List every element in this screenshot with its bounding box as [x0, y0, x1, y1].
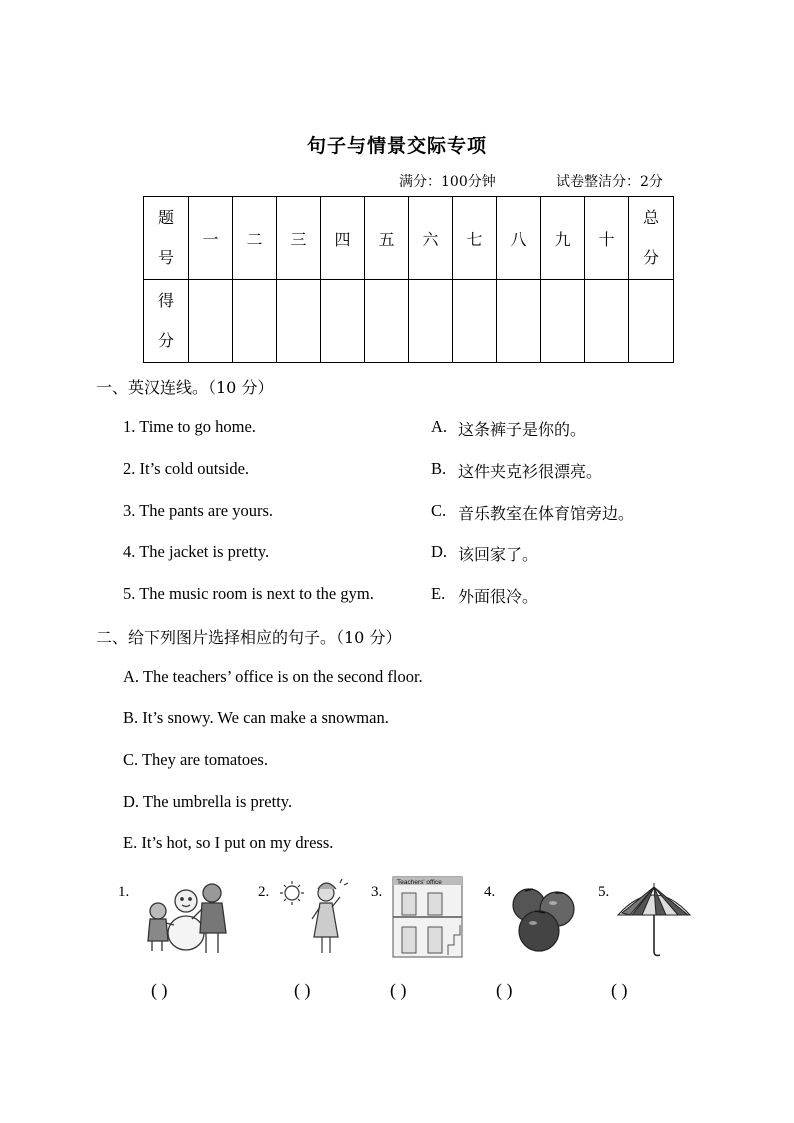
- answer-blank[interactable]: ( ): [611, 980, 628, 1000]
- match-left-item: 5. The music room is next to the gym.: [123, 584, 374, 603]
- match-right-item: 外面很冷。: [458, 587, 539, 606]
- full-score-text: 满分：100分钟: [399, 174, 496, 190]
- match-left-item: 1. Time to go home.: [123, 417, 256, 436]
- option-item: D. The umbrella is pretty.: [123, 792, 293, 811]
- picture-number: 4.: [484, 884, 496, 900]
- match-right-letter: C.: [431, 501, 447, 520]
- option-item: E. It’s hot, so I put on my dress.: [123, 833, 334, 852]
- match-right-letter: A.: [431, 417, 448, 436]
- column-header: 五: [365, 197, 409, 280]
- match-right-item: 该回家了。: [458, 545, 539, 564]
- answer-blank[interactable]: ( ): [390, 980, 407, 1000]
- neat-score-text: 试卷整洁分：2分: [556, 174, 663, 190]
- match-left-item: 4. The jacket is pretty.: [123, 542, 270, 561]
- column-header: 一: [189, 197, 233, 280]
- section2-heading: 二、给下列图片选择相应的句子。（10 分）: [96, 628, 402, 647]
- column-header: 八: [497, 197, 541, 280]
- score-cell[interactable]: [233, 280, 277, 363]
- picture-number: 3.: [371, 884, 383, 900]
- score-table-header-row: [144, 197, 674, 280]
- total-header: 总 分: [629, 197, 674, 280]
- score-label: 得 分: [144, 280, 189, 363]
- score-table-score-row: [144, 280, 674, 363]
- match-right-item: 这条裤子是你的。: [458, 420, 587, 439]
- match-right-letter: B.: [431, 459, 447, 478]
- match-right-letter: E.: [431, 584, 446, 603]
- teachers-office-sign: Teachers' office: [397, 879, 442, 886]
- umbrella-picture: [616, 875, 692, 959]
- teachers-office-picture: [392, 875, 464, 959]
- score-cell[interactable]: [541, 280, 585, 363]
- column-header: 六: [409, 197, 453, 280]
- score-cell[interactable]: [629, 280, 674, 363]
- hot-girl-dress-picture: [278, 875, 352, 959]
- column-header: 七: [453, 197, 497, 280]
- snowman-children-picture: [140, 875, 236, 959]
- option-item: A. The teachers’ office is on the second floor.: [123, 667, 423, 686]
- score-cell[interactable]: [321, 280, 365, 363]
- option-item: B. It’s snowy. We can make a snowman.: [123, 708, 389, 727]
- match-right-item: 这件夹克衫很漂亮。: [458, 462, 603, 481]
- answer-blank[interactable]: ( ): [151, 980, 168, 1000]
- page-title: 句子与情景交际专项: [306, 135, 487, 157]
- answer-blank[interactable]: ( ): [294, 980, 311, 1000]
- column-header: 九: [541, 197, 585, 280]
- column-header: 四: [321, 197, 365, 280]
- match-right-item: 音乐教室在体育馆旁边。: [458, 504, 635, 523]
- picture-number: 2.: [258, 884, 270, 900]
- question-number-header: 题 号: [144, 197, 189, 280]
- picture-number: 1.: [118, 884, 130, 900]
- match-left-item: 3. The pants are yours.: [123, 501, 273, 520]
- answer-blank[interactable]: ( ): [496, 980, 513, 1000]
- score-cell[interactable]: [409, 280, 453, 363]
- option-item: C. They are tomatoes.: [123, 750, 268, 769]
- column-header: 三: [277, 197, 321, 280]
- tomatoes-picture: [505, 875, 581, 959]
- score-cell[interactable]: [453, 280, 497, 363]
- score-cell[interactable]: [585, 280, 629, 363]
- column-header: 十: [585, 197, 629, 280]
- score-cell[interactable]: [277, 280, 321, 363]
- score-table: [143, 196, 674, 363]
- section1-heading: 一、英汉连线。（10 分）: [96, 378, 274, 397]
- score-cell[interactable]: [189, 280, 233, 363]
- score-cell[interactable]: [497, 280, 541, 363]
- picture-number: 5.: [598, 884, 610, 900]
- match-right-letter: D.: [431, 542, 448, 561]
- column-header: 二: [233, 197, 277, 280]
- score-cell[interactable]: [365, 280, 409, 363]
- match-left-item: 2. It’s cold outside.: [123, 459, 250, 478]
